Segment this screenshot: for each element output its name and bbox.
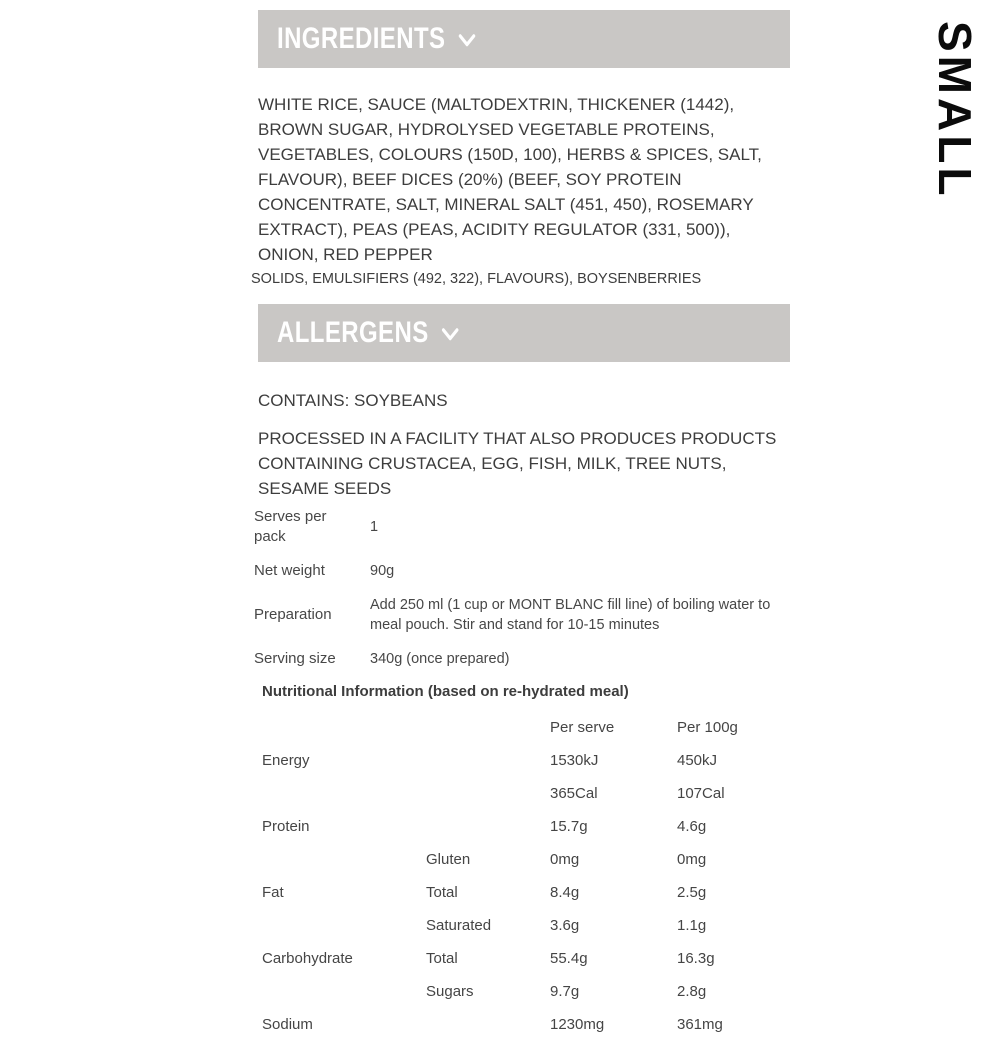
nutrition-header-row: [258, 718, 790, 751]
nutrition-row: [258, 751, 790, 784]
detail-value: 340g (once prepared): [370, 651, 510, 667]
nutrition-row: [258, 817, 790, 850]
nutrient-sub: Total: [426, 950, 458, 967]
detail-row-preparation: [254, 595, 790, 635]
per-serve-value: 8.4g: [550, 884, 580, 901]
size-label-vertical: SMALL: [929, 21, 981, 200]
per-serve-value: 1230mg: [550, 1016, 605, 1033]
per-100g-value: 107Cal: [677, 785, 725, 802]
per-serve-value: 1530kJ: [550, 752, 599, 769]
detail-label: Preparation: [254, 606, 332, 623]
per-100g-value: 2.8g: [677, 983, 707, 1000]
ingredients-footnote: SOLIDS, EMULSIFIERS (492, 322), FLAVOURS), BOYSENBERRIES: [251, 271, 702, 287]
nutrient-name: Protein: [262, 818, 310, 835]
nutrient-sub: Sugars: [426, 983, 474, 1000]
ingredients-title: INGREDIENTS: [277, 22, 446, 55]
product-details-list: [254, 507, 790, 669]
nutrient-sub: Total: [426, 884, 458, 901]
detail-label: Net weight: [254, 562, 325, 579]
nutrition-heading: Nutritional Information (based on re-hydrated meal): [262, 683, 629, 700]
nutrition-table: [258, 718, 790, 1048]
per-100g-value: 4.6g: [677, 818, 707, 835]
per-serve-value: 15.7g: [550, 818, 588, 835]
per-100g-value: 361mg: [677, 1016, 723, 1033]
nutrient-sub: Saturated: [426, 917, 492, 934]
nutrient-sub: Gluten: [426, 851, 471, 868]
per-100g-value: 450kJ: [677, 752, 718, 769]
detail-label: Serving size: [254, 650, 336, 667]
nutrient-name: Sodium: [262, 1016, 313, 1033]
chevron-down-icon: [441, 327, 459, 342]
per-100g-value: 0mg: [677, 851, 707, 868]
nutrition-row: [258, 850, 790, 883]
detail-value: Add 250 ml (1 cup or MONT BLANC fill line) of boiling water to meal pouch. Stir and stand for 10-15 minutes: [370, 597, 771, 633]
per-serve-header: Per serve: [550, 719, 615, 736]
allergens-facility-text: PROCESSED IN A FACILITY THAT ALSO PRODUCES PRODUCTS CONTAINING CRUSTACEA, EGG, FISH, MILK, TREE NUTS, SESAME SEEDS: [258, 429, 777, 498]
per-100g-value: 1.1g: [677, 917, 707, 934]
per-100g-value: 16.3g: [677, 950, 715, 967]
per-serve-value: 9.7g: [550, 983, 580, 1000]
nutrient-name: Carbohydrate: [262, 950, 353, 967]
product-info-panel: [251, 10, 790, 1048]
ingredients-text: WHITE RICE, SAUCE (MALTODEXTRIN, THICKENER (1442), BROWN SUGAR, HYDROLYSED VEGETABLE PROTEINS, VEGETABLES, COLOURS (150D, 100), HERBS & SPICES, SALT, FLAVOUR), BEEF DICES (20%) (BEEF, SOY PROTEIN CONCENTRATE, SALT, MINERAL SALT (451, 450), ROSEMARY EXTRACT), PEAS (PEAS, ACIDITY REGULATOR (331, 500)), ONION, RED PEPPER: [258, 95, 762, 264]
nutrition-row: [258, 784, 790, 817]
nutrient-name: Fat: [262, 884, 284, 901]
chevron-down-icon: [457, 33, 475, 48]
per-serve-value: 3.6g: [550, 917, 580, 934]
nutrition-row: [258, 1015, 790, 1048]
nutrition-row: [258, 982, 790, 1015]
detail-value: 90g: [370, 563, 395, 579]
nutrition-row: [258, 883, 790, 916]
detail-row-serving-size: [254, 649, 790, 669]
detail-label: Serves per pack: [254, 508, 327, 545]
nutrition-row: [258, 949, 790, 982]
ingredients-section-header[interactable]: [258, 10, 790, 68]
allergens-contains-text: CONTAINS: SOYBEANS: [258, 391, 448, 410]
per-100g-value: 2.5g: [677, 884, 707, 901]
nutrition-row: [258, 916, 790, 949]
per-serve-value: 55.4g: [550, 950, 588, 967]
detail-row-net-weight: [254, 561, 790, 581]
detail-value: 1: [370, 519, 379, 535]
allergens-title: ALLERGENS: [277, 316, 429, 349]
allergens-section-header[interactable]: [258, 304, 790, 362]
per-100g-header: Per 100g: [677, 719, 738, 736]
per-serve-value: 365Cal: [550, 785, 598, 802]
ingredients-header-inner: [277, 22, 476, 56]
nutrient-name: Energy: [262, 752, 310, 769]
allergens-header-inner: [277, 316, 459, 350]
per-serve-value: 0mg: [550, 851, 580, 868]
detail-row-serves-per-pack: [254, 507, 790, 547]
